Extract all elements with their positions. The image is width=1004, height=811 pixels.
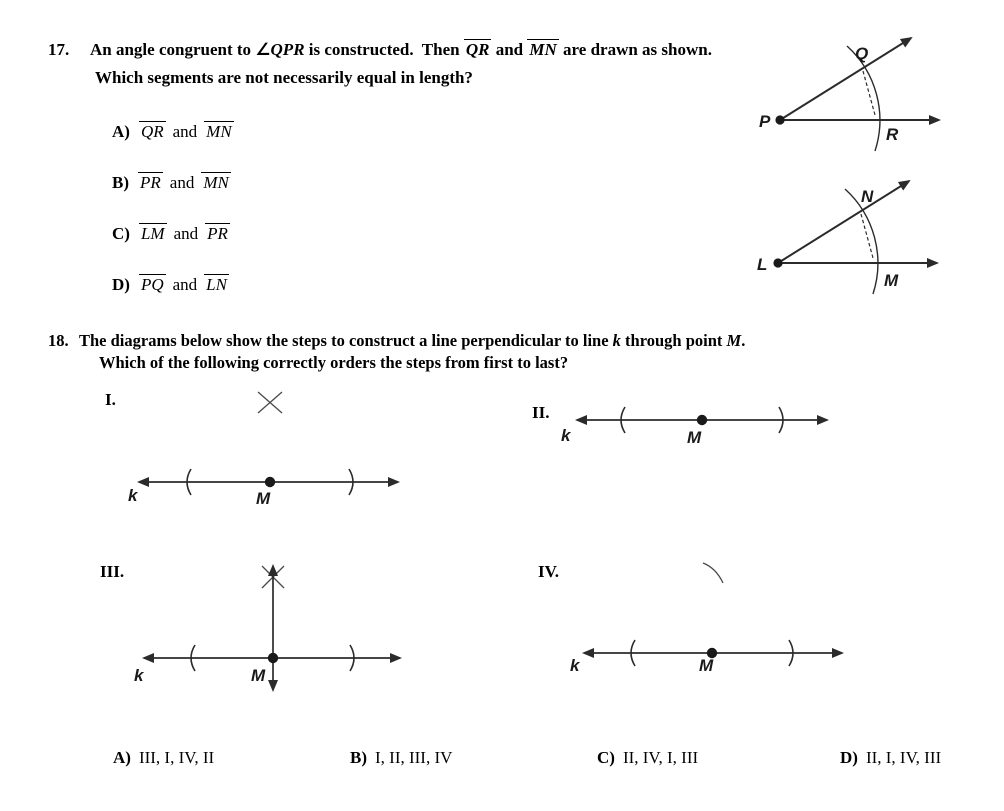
point-m-label: M [884, 271, 899, 290]
q18-option-b [350, 748, 452, 768]
q17-option-c-seg1: LM [140, 224, 165, 243]
question-17-number: 17. [48, 40, 70, 59]
q17-option-d-seg1: PQ [140, 275, 164, 294]
step-iii-diagram [130, 555, 420, 703]
step-iv-diagram [560, 555, 860, 680]
q18-option-a-text: III, I, IV, II [138, 748, 215, 767]
point-p-label: P [759, 112, 771, 131]
q17-option-a [112, 121, 234, 142]
q18-option-a-letter: A) [113, 748, 131, 767]
single-arc-icon [703, 563, 723, 583]
q18-option-b-text: I, II, III, IV [375, 748, 453, 767]
q18-option-d-text: II, I, IV, III [865, 748, 942, 767]
q17-option-b-seg1: PR [140, 173, 161, 192]
step-iii-line-label: k [134, 666, 144, 685]
q17-part3: are drawn as shown. [558, 40, 712, 59]
question-18-number: 18. [48, 331, 69, 350]
q18-option-b-letter: B) [350, 748, 367, 767]
q17-option-c-letter: C) [112, 224, 130, 243]
q18-part2: through point [620, 331, 727, 350]
q17-segment-mn: MN [529, 40, 557, 59]
q17-part1: An angle congruent to [90, 40, 256, 59]
q18-line-k: k [612, 331, 621, 350]
step-ii-line-label: k [561, 426, 571, 445]
q17-option-c-conj: and [173, 224, 199, 243]
q17-option-a-seg1: QR [140, 122, 164, 141]
step-iv-point-label: M [699, 656, 714, 675]
point-r-label: R [886, 125, 899, 144]
question-18-header [48, 330, 745, 374]
q18-part3: . [741, 331, 746, 350]
q18-option-d [840, 748, 941, 768]
question-17-line1 [90, 36, 712, 64]
q17-part2: is constructed. Then [304, 40, 464, 59]
q17-option-d [112, 274, 229, 295]
step-iv-line-label: k [570, 656, 580, 675]
step-i-label: I. [105, 390, 116, 409]
question-18-text [79, 330, 745, 374]
point-q-label: Q [855, 44, 869, 63]
step-iii-label: III. [100, 562, 125, 581]
question-18-line1 [79, 330, 745, 352]
q17-option-b-conj: and [169, 173, 195, 192]
q18-option-d-letter: D) [840, 748, 858, 767]
q17-option-c [112, 223, 230, 244]
step-i-diagram [120, 385, 420, 510]
step-iii-point-label: M [251, 666, 266, 685]
angle-qpr-diagram [755, 20, 1004, 160]
question-17-header [48, 36, 712, 92]
step-iv-label: IV. [538, 562, 559, 581]
q17-option-b-seg2: MN [203, 173, 229, 192]
question-17-text [90, 36, 712, 92]
point-n-label: N [861, 187, 874, 206]
cross-arcs-icon [258, 392, 282, 413]
q17-option-b-letter: B) [112, 173, 129, 192]
q18-point-m: M [726, 331, 742, 350]
angle-lnm-diagram [755, 165, 1004, 310]
q18-part1: The diagrams below show the steps to construct a line perpendicular to line [79, 331, 613, 350]
question-17-line2: Which segments are not necessarily equal in length? [95, 68, 473, 87]
angle-icon: ∠ [255, 40, 271, 60]
q17-option-b [112, 172, 231, 193]
point-l-label: L [757, 255, 768, 274]
step-ii-point-label: M [687, 428, 702, 447]
q18-option-a [113, 748, 214, 768]
q17-option-a-letter: A) [112, 122, 130, 141]
q17-option-a-conj: and [172, 122, 198, 141]
q17-option-a-seg2: MN [206, 122, 232, 141]
q17-angle-name: QPR [270, 40, 305, 59]
q17-option-d-seg2: LN [206, 275, 227, 294]
q18-option-c [597, 748, 698, 768]
step-i-point-label: M [256, 489, 271, 508]
q18-option-c-text: II, IV, I, III [622, 748, 699, 767]
step-ii-diagram [555, 395, 845, 453]
question-18-line2: Which of the following correctly orders the steps from first to last? [99, 353, 569, 372]
q17-and: and [491, 40, 528, 59]
step-ii-label: II. [532, 403, 550, 422]
step-i-line-label: k [128, 486, 138, 505]
q18-option-c-letter: C) [597, 748, 615, 767]
q17-option-d-letter: D) [112, 275, 130, 294]
q17-segment-qr: QR [465, 40, 490, 59]
q17-option-c-seg2: PR [207, 224, 228, 243]
q17-option-d-conj: and [172, 275, 198, 294]
